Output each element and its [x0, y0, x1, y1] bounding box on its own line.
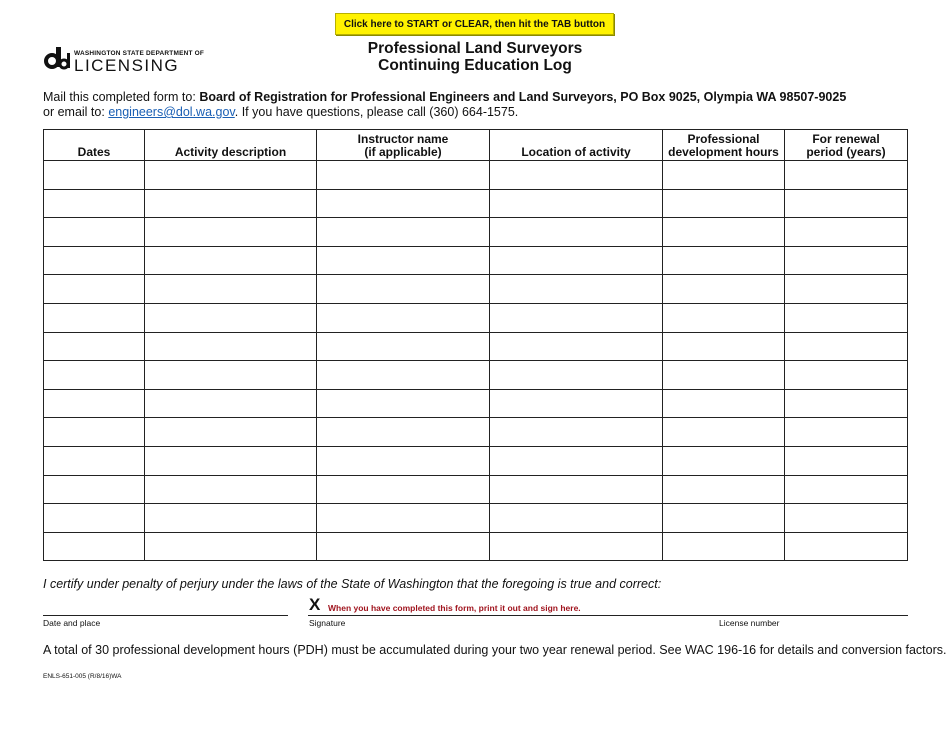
- table-cell-input[interactable]: [663, 361, 785, 390]
- column-header-line-2: (if applicable): [364, 145, 442, 159]
- table-cell-input[interactable]: [490, 475, 663, 504]
- table-cell-input[interactable]: [785, 332, 908, 361]
- table-cell-input[interactable]: [785, 475, 908, 504]
- table-cell-input[interactable]: [317, 389, 490, 418]
- table-cell-input[interactable]: [44, 475, 145, 504]
- table-cell-input[interactable]: [145, 446, 317, 475]
- page-title: [300, 40, 650, 74]
- table-cell-input[interactable]: [44, 161, 145, 190]
- column-header: [44, 130, 145, 161]
- table-row: [44, 389, 908, 418]
- table-cell-input[interactable]: [785, 504, 908, 533]
- education-log-table: [43, 129, 908, 561]
- table-cell-input[interactable]: [145, 389, 317, 418]
- table-cell-input[interactable]: [44, 418, 145, 447]
- column-header-line-1: For renewal: [812, 132, 880, 146]
- date-place-line[interactable]: [43, 615, 288, 616]
- table-cell-input[interactable]: [145, 218, 317, 247]
- table-body: [44, 161, 908, 561]
- email-link[interactable]: engineers@dol.wa.gov: [108, 105, 235, 119]
- logo-name-text: LICENSING: [74, 56, 180, 75]
- table-cell-input[interactable]: [44, 504, 145, 533]
- table-cell-input[interactable]: [317, 532, 490, 561]
- column-header: [490, 130, 663, 161]
- table-cell-input[interactable]: [490, 532, 663, 561]
- column-header: [785, 130, 908, 161]
- signature-label: Signature: [309, 618, 346, 628]
- table-cell-input[interactable]: [145, 361, 317, 390]
- column-header: [317, 130, 490, 161]
- table-cell-input[interactable]: [785, 418, 908, 447]
- column-header-line-1: Professional: [687, 132, 760, 146]
- column-header-line-2: Location of activity: [521, 145, 631, 159]
- email-prefix: or email to:: [43, 105, 109, 119]
- table-row: [44, 246, 908, 275]
- table-cell-input[interactable]: [44, 446, 145, 475]
- license-number-label: License number: [719, 618, 780, 628]
- table-cell-input[interactable]: [490, 418, 663, 447]
- table-cell-input[interactable]: [317, 361, 490, 390]
- table-cell-input[interactable]: [663, 532, 785, 561]
- table-cell-input[interactable]: [490, 332, 663, 361]
- table-cell-input[interactable]: [145, 275, 317, 304]
- column-header-line-1: Instructor name: [357, 132, 449, 146]
- table-cell-input[interactable]: [490, 446, 663, 475]
- column-header: [663, 130, 785, 161]
- table-row: [44, 361, 908, 390]
- table-cell-input[interactable]: [145, 332, 317, 361]
- table-cell-input[interactable]: [490, 275, 663, 304]
- pdh-requirement-note: A total of 30 professional development hours (PDH) must be accumulated during your two year renewal period. See WAC 196-16 for details and conversion factors.: [43, 643, 947, 657]
- table-cell-input[interactable]: [317, 504, 490, 533]
- column-header-line-2: development hours: [668, 145, 779, 159]
- table-cell-input[interactable]: [145, 246, 317, 275]
- table-cell-input[interactable]: [663, 389, 785, 418]
- signature-line[interactable]: [308, 615, 908, 616]
- table-cell-input[interactable]: [663, 475, 785, 504]
- mail-address: Board of Registration for Professional Engineers and Land Surveyors, PO Box 9025, Olympia WA 98507-9025: [199, 90, 847, 104]
- table-cell-input[interactable]: [663, 303, 785, 332]
- date-place-label: Date and place: [43, 618, 101, 628]
- table-cell-input[interactable]: [663, 218, 785, 247]
- table-cell-input[interactable]: [785, 218, 908, 247]
- title-line-2: Continuing Education Log: [378, 57, 572, 74]
- table-cell-input[interactable]: [663, 189, 785, 218]
- table-cell-input[interactable]: [145, 189, 317, 218]
- table-cell-input[interactable]: [317, 475, 490, 504]
- table-cell-input[interactable]: [44, 303, 145, 332]
- title-line-1: Professional Land Surveyors: [367, 40, 583, 57]
- table-row: [44, 161, 908, 190]
- table-row: [44, 275, 908, 304]
- table-cell-input[interactable]: [663, 246, 785, 275]
- start-clear-button[interactable]: Click here to START or CLEAR, then hit the TAB button: [335, 13, 614, 35]
- table-row: [44, 475, 908, 504]
- table-cell-input[interactable]: [317, 189, 490, 218]
- table-cell-input[interactable]: [785, 446, 908, 475]
- table-row: [44, 332, 908, 361]
- table-cell-input[interactable]: [490, 504, 663, 533]
- table-cell-input[interactable]: [490, 246, 663, 275]
- column-header-line-2: period (years): [806, 145, 886, 159]
- column-header-line-2: Dates: [77, 145, 111, 159]
- email-suffix: . If you have questions, please call (360) 664-1575.: [234, 105, 519, 119]
- table-row: [44, 189, 908, 218]
- table-cell-input[interactable]: [785, 532, 908, 561]
- table-cell-input[interactable]: [44, 246, 145, 275]
- table-cell-input[interactable]: [785, 275, 908, 304]
- table-cell-input[interactable]: [490, 303, 663, 332]
- logo-agency-text: WASHINGTON STATE DEPARTMENT OF: [74, 50, 205, 57]
- table-cell-input[interactable]: [44, 275, 145, 304]
- table-cell-input[interactable]: [317, 418, 490, 447]
- table-cell-input[interactable]: [663, 418, 785, 447]
- table-cell-input[interactable]: [785, 389, 908, 418]
- table-cell-input[interactable]: [663, 446, 785, 475]
- table-cell-input[interactable]: [317, 218, 490, 247]
- column-header-line-2: Activity description: [174, 145, 287, 159]
- table-cell-input[interactable]: [44, 218, 145, 247]
- table-cell-input[interactable]: [317, 275, 490, 304]
- table-cell-input[interactable]: [145, 504, 317, 533]
- table-cell-input[interactable]: [785, 303, 908, 332]
- table-row: [44, 218, 908, 247]
- table-row: [44, 303, 908, 332]
- table-cell-input[interactable]: [145, 475, 317, 504]
- table-cell-input[interactable]: [317, 332, 490, 361]
- table-row: [44, 446, 908, 475]
- mailing-instructions: [43, 90, 846, 120]
- table-row: [44, 418, 908, 447]
- table-cell-input[interactable]: [663, 161, 785, 190]
- table-cell-input[interactable]: [317, 161, 490, 190]
- table-cell-input[interactable]: [490, 361, 663, 390]
- table-cell-input[interactable]: [785, 246, 908, 275]
- table-cell-input[interactable]: [145, 161, 317, 190]
- certification-statement: I certify under penalty of perjury under the laws of the State of Washington that the foregoing is true and correct:: [43, 577, 662, 591]
- table-row: [44, 504, 908, 533]
- table-cell-input[interactable]: [490, 161, 663, 190]
- table-cell-input[interactable]: [145, 418, 317, 447]
- table-cell-input[interactable]: [44, 332, 145, 361]
- table-cell-input[interactable]: [490, 218, 663, 247]
- table-cell-input[interactable]: [317, 446, 490, 475]
- table-cell-input[interactable]: [317, 303, 490, 332]
- table-cell-input[interactable]: [785, 361, 908, 390]
- table-cell-input[interactable]: [145, 303, 317, 332]
- licensing-logo-icon: [42, 45, 72, 75]
- table-cell-input[interactable]: [44, 532, 145, 561]
- table-cell-input[interactable]: [145, 532, 317, 561]
- table-cell-input[interactable]: [490, 189, 663, 218]
- table-cell-input[interactable]: [317, 246, 490, 275]
- signature-x-mark: X: [309, 595, 321, 614]
- table-row: [44, 532, 908, 561]
- table-cell-input[interactable]: [785, 189, 908, 218]
- table-cell-input[interactable]: [44, 189, 145, 218]
- table-cell-input[interactable]: [785, 161, 908, 190]
- table-header-row: [44, 130, 908, 161]
- form-number: ENLS-651-005 (R/8/16)WA: [43, 673, 122, 680]
- table-cell-input[interactable]: [663, 504, 785, 533]
- table-cell-input[interactable]: [44, 361, 145, 390]
- column-header: [145, 130, 317, 161]
- table-cell-input[interactable]: [663, 275, 785, 304]
- table-cell-input[interactable]: [663, 332, 785, 361]
- table-cell-input[interactable]: [44, 389, 145, 418]
- mail-prefix: Mail this completed form to:: [43, 90, 200, 104]
- table-cell-input[interactable]: [490, 389, 663, 418]
- signature-note: When you have completed this form, print it out and sign here.: [328, 603, 581, 613]
- dol-logo: [42, 45, 205, 75]
